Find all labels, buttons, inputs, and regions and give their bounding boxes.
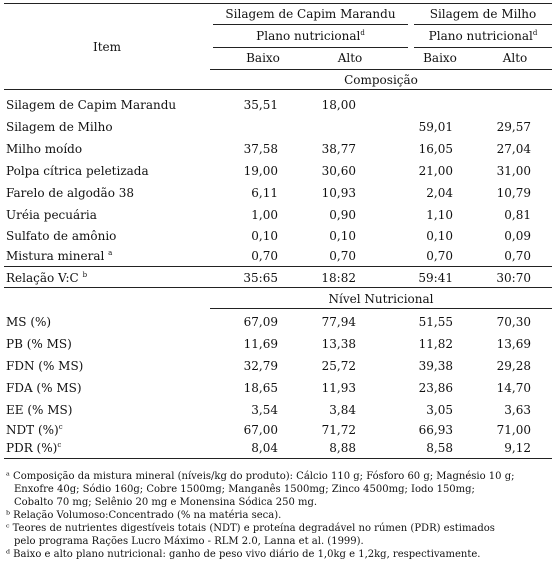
- cell-baixo-1: 32,79: [243, 359, 278, 373]
- row-item: [6, 441, 61, 455]
- cell-alto-1: 25,72: [321, 359, 356, 373]
- group2-underline: [414, 24, 552, 25]
- cell-baixo-1: 67,00: [243, 423, 278, 437]
- cell-baixo-2: 11,82: [418, 337, 453, 351]
- cell-baixo-2: 66,93: [418, 423, 453, 437]
- cell-baixo-2: 2,04: [426, 186, 453, 200]
- cell-baixo-1: 1,00: [251, 208, 278, 222]
- cell-alto-2: 0,09: [504, 229, 531, 243]
- row-item: Polpa cítrica peletizada: [6, 164, 149, 178]
- row-item-sup: c: [57, 441, 62, 449]
- plano-label: Plano nutricional: [428, 29, 533, 43]
- row-item: FDN (% MS): [6, 359, 84, 373]
- group2-header: Silagem de Milho: [429, 7, 537, 21]
- cell-alto-2: 31,00: [496, 164, 531, 178]
- cell-alto-1: 0,10: [329, 229, 356, 243]
- cell-alto-1: 10,93: [321, 186, 356, 200]
- baixo-header-1: Baixo: [246, 51, 280, 65]
- row-item: [6, 271, 87, 285]
- top-rule: [4, 3, 552, 4]
- cell-alto-2: 70,30: [496, 315, 531, 329]
- cell-baixo-1: 0,70: [251, 249, 278, 263]
- group1-header: Silagem de Capim Marandu: [225, 7, 396, 21]
- cell-alto-2: 0,70: [504, 249, 531, 263]
- cell-alto-2: 3,63: [504, 403, 531, 417]
- alto-header-1: Alto: [337, 51, 363, 65]
- row-item: [6, 249, 112, 263]
- item-header: Item: [92, 40, 122, 54]
- cell-baixo-2: 51,55: [418, 315, 453, 329]
- plano-header-1: [213, 29, 408, 43]
- footnote-d: ᵈ Baixo e alto plano nutricional: ganho de peso vivo diário de 1,0kg e 1,2kg, respectivamente.: [6, 549, 481, 560]
- cell-baixo-2: 59:41: [418, 271, 453, 285]
- cell-alto-1: 18,00: [321, 98, 356, 112]
- row-item: Milho moído: [6, 142, 83, 156]
- cell-baixo-2: 1,10: [426, 208, 453, 222]
- row-item: [6, 423, 63, 437]
- plano2-underline: [414, 47, 552, 48]
- cell-baixo-2: 23,86: [418, 381, 453, 395]
- relacao-rule: [4, 287, 552, 288]
- row-item-label: NDT (%): [6, 423, 59, 437]
- row-item: Farelo de algodão 38: [6, 186, 135, 200]
- nivel-rule: [210, 308, 552, 309]
- cell-alto-2: 14,70: [496, 381, 531, 395]
- cell-baixo-2: 21,00: [418, 164, 453, 178]
- cell-alto-2: 10,79: [496, 186, 531, 200]
- row-item-label: Mistura mineral: [6, 249, 105, 263]
- row-item: EE (% MS): [6, 403, 73, 417]
- plano-label: Plano nutricional: [256, 29, 361, 43]
- cell-baixo-2: 3,05: [426, 403, 453, 417]
- cell-baixo-2: 39,38: [418, 359, 453, 373]
- footnote-a-line-2: Enxofre 40g; Sódio 160g; Cobre 1500mg; Manganês 1500mg; Zinco 4500mg; Iodo 150mg;: [14, 484, 475, 495]
- cell-baixo-1: 37,58: [243, 142, 278, 156]
- row-item-sup: a: [108, 249, 113, 257]
- cell-alto-2: 9,12: [504, 441, 531, 455]
- cell-baixo-2: 59,01: [418, 120, 453, 134]
- cell-alto-1: 18:82: [321, 271, 356, 285]
- row-item: Silagem de Capim Marandu: [6, 98, 177, 112]
- row-item: FDA (% MS): [6, 381, 82, 395]
- cell-alto-2: 13,69: [496, 337, 531, 351]
- cell-baixo-2: 8,58: [426, 441, 453, 455]
- row-item: PB (% MS): [6, 337, 72, 351]
- cell-alto-1: 11,93: [321, 381, 356, 395]
- nivel-header: Nível Nutricional: [328, 292, 434, 306]
- plano-header-2: [414, 29, 552, 43]
- alto-header-2: Alto: [502, 51, 528, 65]
- cell-alto-2: 27,04: [496, 142, 531, 156]
- footnote-c-line-2: pelo programa Rações Lucro Máximo - RLM 2.0, Lanna et al. (1999).: [14, 536, 364, 547]
- cell-baixo-1: 8,04: [251, 441, 278, 455]
- cell-baixo-1: 11,69: [243, 337, 278, 351]
- row-item: Silagem de Milho: [6, 120, 113, 134]
- footnote-a-line-3: Cobalto 70 mg; Selênio 20 mg e Monensina Sódica 250 mg.: [14, 497, 318, 508]
- cell-baixo-2: 0,70: [426, 249, 453, 263]
- row-item: MS (%): [6, 315, 52, 329]
- group1-underline: [213, 24, 408, 25]
- cell-alto-1: 3,84: [329, 403, 356, 417]
- row-item-sup: b: [82, 271, 88, 279]
- header-rule: [210, 69, 552, 70]
- cell-baixo-1: 19,00: [243, 164, 278, 178]
- cell-alto-1: 0,70: [329, 249, 356, 263]
- plano-sup: d: [532, 29, 538, 37]
- mineral-rule: [4, 266, 552, 267]
- cell-alto-2: 29,57: [496, 120, 531, 134]
- cell-baixo-1: 0,10: [251, 229, 278, 243]
- baixo-header-2: Baixo: [423, 51, 457, 65]
- footnote-a-line-1: ᵃ Composição da mistura mineral (níveis/kg do produto): Cálcio 110 g; Fósforo 60 g; Magnésio 10 g;: [6, 471, 515, 482]
- cell-alto-2: 0,81: [504, 208, 531, 222]
- cell-baixo-1: 35,51: [243, 98, 278, 112]
- cell-baixo-1: 6,11: [251, 186, 278, 200]
- row-item-sup: c: [58, 423, 63, 431]
- cell-baixo-1: 35:65: [243, 271, 278, 285]
- cell-alto-1: 30,60: [321, 164, 356, 178]
- cell-alto-2: 29,28: [496, 359, 531, 373]
- cell-baixo-1: 18,65: [243, 381, 278, 395]
- cell-alto-1: 77,94: [321, 315, 356, 329]
- plano-sup: d: [360, 29, 365, 37]
- table-bottom-rule: [4, 458, 552, 459]
- cell-alto-1: 8,88: [329, 441, 356, 455]
- row-item: Sulfato de amônio: [6, 229, 117, 243]
- row-item: Uréia pecuária: [6, 208, 97, 222]
- cell-baixo-1: 67,09: [243, 315, 278, 329]
- row-item-label: PDR (%): [6, 441, 58, 455]
- cell-alto-1: 71,72: [321, 423, 356, 437]
- footnote-c-line-1: ᶜ Teores de nutrientes digestíveis totais (NDT) e proteína degradável no rúmen (PDR) estimados: [6, 523, 495, 534]
- cell-baixo-2: 0,10: [426, 229, 453, 243]
- cell-baixo-2: 16,05: [418, 142, 453, 156]
- composicao-header: Composição: [344, 73, 418, 87]
- cell-alto-2: 30:70: [496, 271, 531, 285]
- footnote-b: ᵇ Relação Volumoso:Concentrado (% na matéria seca).: [6, 510, 282, 521]
- cell-baixo-1: 3,54: [251, 403, 278, 417]
- plano1-underline: [213, 47, 408, 48]
- cell-alto-1: 38,77: [321, 142, 356, 156]
- composicao-rule: [4, 89, 552, 90]
- cell-alto-1: 13,38: [321, 337, 356, 351]
- cell-alto-2: 71,00: [496, 423, 531, 437]
- cell-alto-1: 0,90: [329, 208, 356, 222]
- row-item-label: Relação V:C: [6, 271, 79, 285]
